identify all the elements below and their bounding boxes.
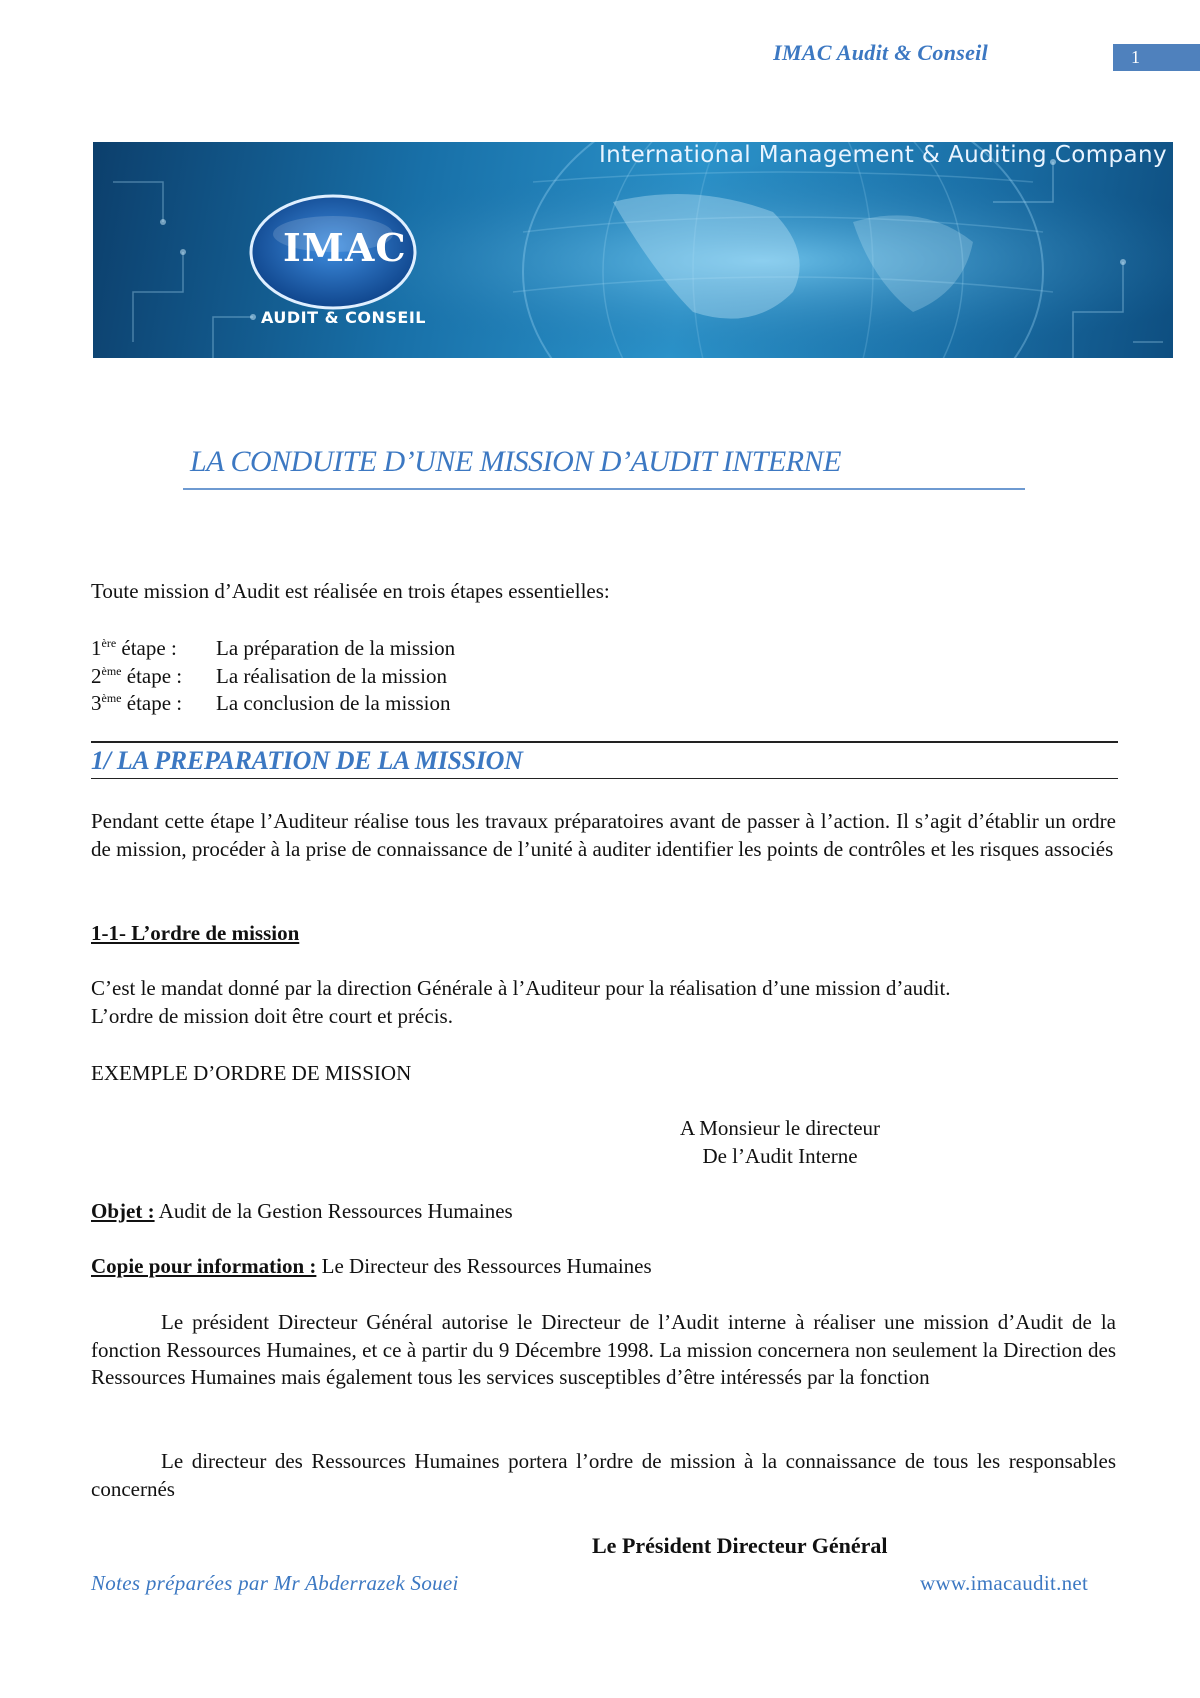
letter-body-1: Le président Directeur Général autorise le Directeur de l’Audit interne à réaliser une mission d’Audit de la fonction Ressources Humaines, et ce à partir du 9 Décembre 1998. La mission concernera non seulement la Direction des Ressources Humaines mais également tous les services susceptibles d’être intéressés par la fonction xyxy=(91,1310,1116,1389)
letter-body-2: Le directeur des Ressources Humaines portera l’ordre de mission à la connaissance de tous les responsables concernés xyxy=(91,1449,1116,1501)
banner-background xyxy=(93,142,1173,358)
page-number: 1 xyxy=(1113,44,1200,71)
section-heading: 1/ LA PREPARATION DE LA MISSION xyxy=(91,746,523,775)
banner-image xyxy=(93,142,1173,358)
imac-logo: IMAC xyxy=(283,225,407,270)
header-brand: IMAC Audit & Conseil xyxy=(773,40,988,65)
step-item: 1ère étape :La préparation de la mission xyxy=(91,636,456,660)
steps-list xyxy=(91,630,455,713)
letter-object: Objet : Audit de la Gestion Ressources Humaines xyxy=(91,1199,513,1223)
banner-company: International Management & Auditing Company xyxy=(599,142,1167,168)
step-item: 2ème étape :La réalisation de la mission xyxy=(91,663,447,688)
letter-signature: Le Président Directeur Général xyxy=(592,1533,888,1558)
step-item: 3ème étape :La conclusion de la mission xyxy=(91,691,451,715)
section-paragraph: Pendant cette étape l’Auditeur réalise tous les travaux préparatoires avant de passer à l’action. Il s’agit d’établir un ordre de mission, procéder à la prise de connaissance de l’unité à auditer identifier les points de contrôles et les risques associés xyxy=(91,809,1116,861)
logo-subtitle: AUDIT & CONSEIL xyxy=(261,308,426,327)
intro-text: Toute mission d’Audit est réalisée en trois étapes essentielles: xyxy=(91,579,610,603)
title-underline xyxy=(183,488,1025,490)
example-label: EXEMPLE D’ORDRE DE MISSION xyxy=(91,1061,412,1085)
document-title: LA CONDUITE D’UNE MISSION D’AUDIT INTERNE xyxy=(190,445,841,478)
footer-website-link[interactable]: www.imacaudit.net xyxy=(920,1571,1089,1595)
letter-recipient: A Monsieur le directeur De l’Audit Interne xyxy=(679,1116,881,1168)
section-rule-top xyxy=(91,741,1118,743)
letter-copy: Copie pour information : Le Directeur des Ressources Humaines xyxy=(91,1254,652,1278)
section-rule-bottom xyxy=(91,778,1118,779)
footer-author: Notes préparées par Mr Abderrazek Souei xyxy=(91,1571,459,1595)
subsection-heading: 1-1- L’ordre de mission xyxy=(91,921,300,945)
definition-paragraph: C’est le mandat donné par la direction Générale à l’Auditeur pour la réalisation d’une mission d’audit. L’ordre de mission doit être court et précis. xyxy=(91,976,951,1028)
